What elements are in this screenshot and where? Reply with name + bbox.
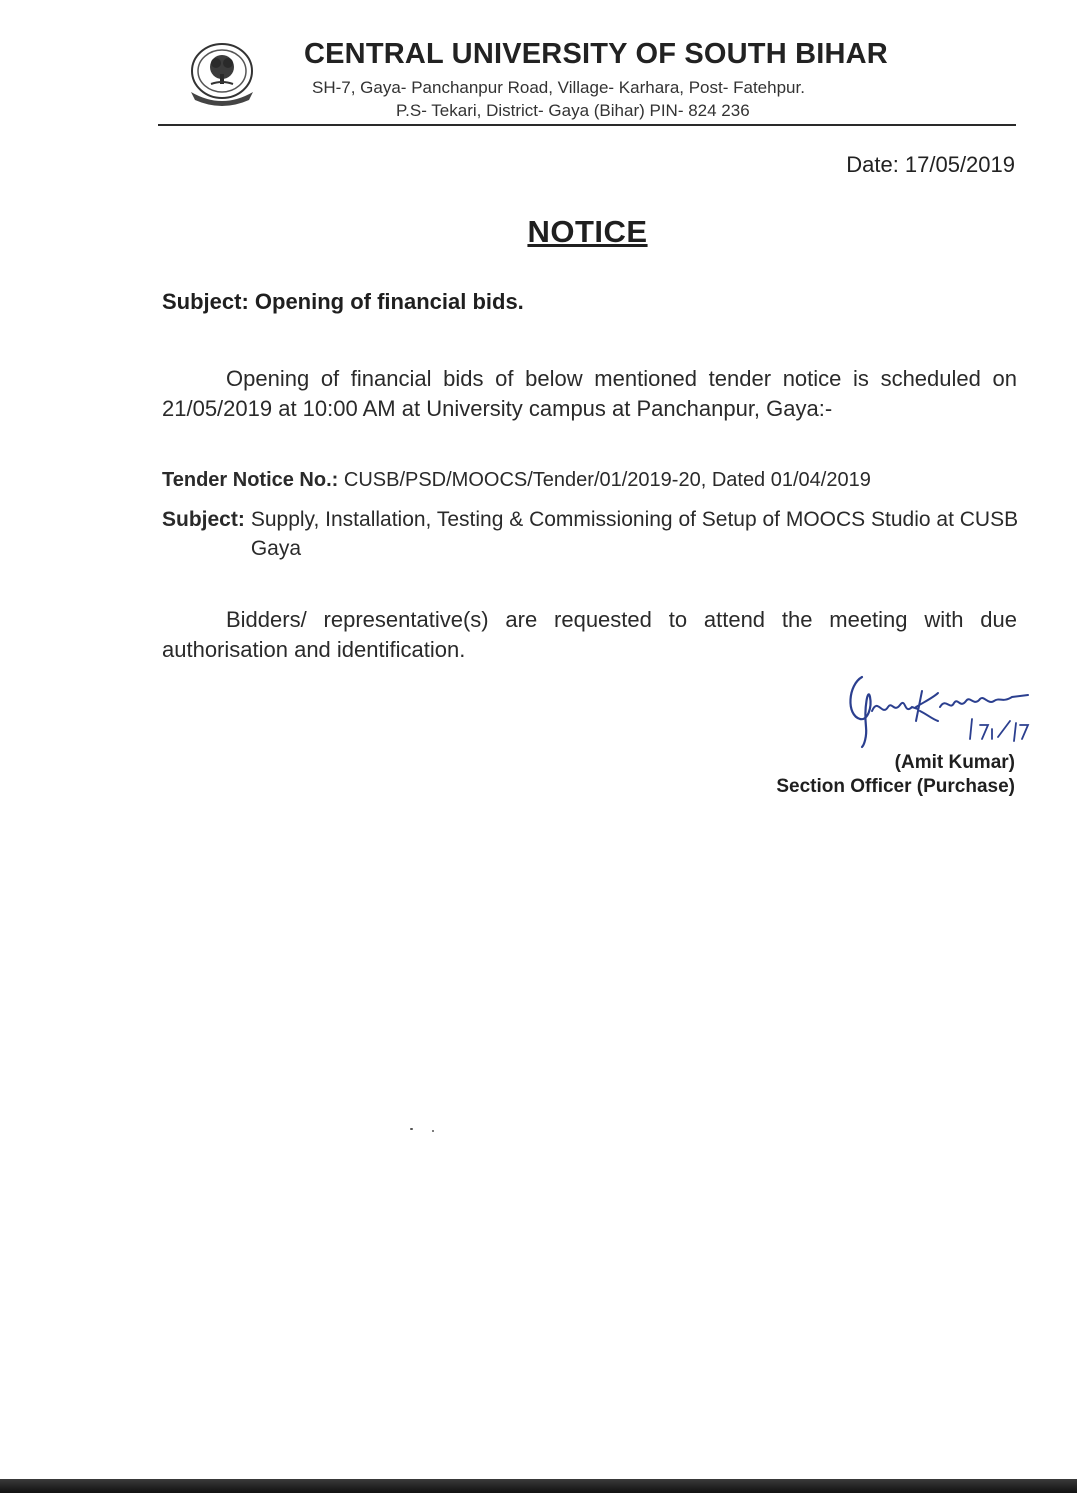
signatory-name: (Amit Kumar) xyxy=(894,752,1015,773)
paragraph-schedule: Opening of financial bids of below mentioned tender notice is scheduled on 21/05/2019 at 10:00 AM at University campus at Panchanpur, Gaya:- xyxy=(162,366,1017,421)
main-subject: Subject: Opening of financial bids. xyxy=(162,289,524,314)
notice-title: NOTICE xyxy=(527,214,648,249)
signatory-designation: Section Officer (Purchase) xyxy=(776,776,1015,797)
tender-subject-label: Subject: xyxy=(162,508,245,531)
notice-date xyxy=(846,152,1015,178)
scan-speck xyxy=(410,1128,413,1130)
handwritten-signature-icon xyxy=(842,667,1032,751)
university-emblem-logo xyxy=(183,40,261,106)
date-label: Date: xyxy=(846,152,899,177)
tender-subject-value: Supply, Installation, Testing & Commissioning of Setup of MOOCS Studio at CUSB Gaya xyxy=(250,508,1019,560)
paragraph-attendance: Bidders/ representative(s) are requested to attend the meeting with due authorisation and identification. xyxy=(162,607,1017,662)
tender-notice-value: CUSB/PSD/MOOCS/Tender/01/2019-20, Dated 01/04/2019 xyxy=(343,469,871,491)
address-line-2: P.S- Tekari, District- Gaya (Bihar) PIN- 824 236 xyxy=(396,101,750,120)
header-divider xyxy=(158,124,1016,126)
tender-subject-line xyxy=(162,505,1022,563)
scan-edge-bar xyxy=(0,1479,1077,1493)
tender-notice-label: Tender Notice No.: xyxy=(162,469,339,491)
date-value: 17/05/2019 xyxy=(904,152,1015,177)
tender-notice-line xyxy=(162,469,1022,492)
scan-speck xyxy=(432,1130,434,1132)
university-name: CENTRAL UNIVERSITY OF SOUTH BIHAR xyxy=(304,38,888,70)
address-line-1: SH-7, Gaya- Panchanpur Road, Village- Karhara, Post- Fatehpur. xyxy=(312,78,805,97)
